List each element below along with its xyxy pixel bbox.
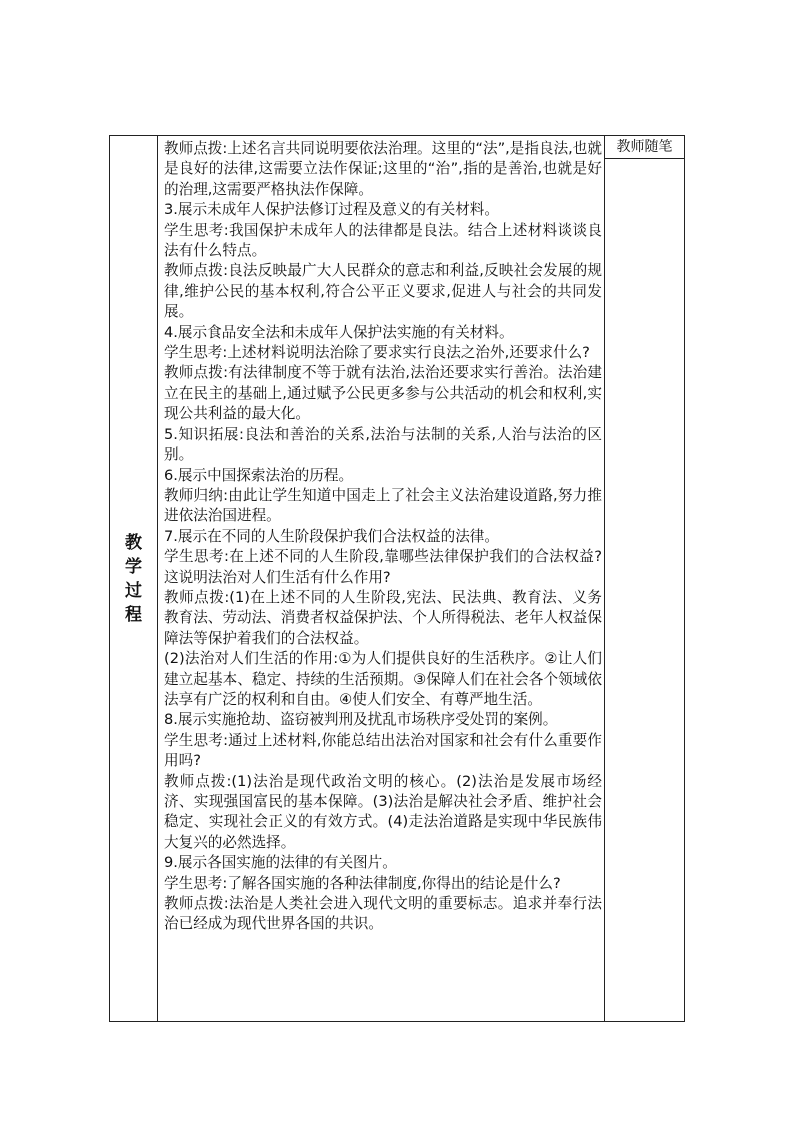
stage-label: 教学过程 [125,532,142,625]
paragraph: 9.展示各国实施的法律的有关图片。 [164,854,397,872]
paragraph: 教师点拨:良法反映最广大人民群众的意志和利益,反映社会发展的规律,维护公民的基本权利,符合公平正义要求,促进人与社会的共同发展。 [164,262,602,321]
paragraph: 教师点拨:法治是人类社会进入现代文明的重要标志。追求并奉行法治已经成为现代世界各国的共识。 [164,895,602,933]
paragraph: 7.展示在不同的人生阶段保护我们合法权益的法律。 [164,527,499,545]
paragraph: (2)法治对人们生活的作用:①为人们提供良好的生活秩序。②让人们建立起基本、稳定、持续的生活预期。③保障人们在社会各个领域依法享有广泛的权利和自由。④使人们安全、有尊严地生活。 [164,650,602,708]
paragraph: 学生思考:在上述不同的人生阶段,靠哪些法律保护我们的合法权益?这说明法治对人们生活有什么作用? [164,548,602,586]
content-cell [158,136,605,1022]
notes-cell [605,136,685,1022]
paragraph: 学生思考:了解各国实施的各种法律制度,你得出的结论是什么? [164,874,561,892]
paragraph: 教师归纳:由此让学生知道中国走上了社会主义法治建设道路,努力推进依法治国进程。 [164,486,602,525]
stage-cell [110,136,158,1022]
paragraph: 学生思考:上述材料说明法治除了要求实行良法之治外,还要求什么? [164,344,590,362]
paragraph: 3.展示未成年人保护法修订过程及意义的有关材料。 [164,201,499,219]
paragraph: 学生思考:通过上述材料,你能总结出法治对国家和社会有什么重要作用吗? [164,731,602,770]
paragraph: 4.展示食品安全法和未成年人保护法实施的有关材料。 [164,323,514,341]
paragraph: 学生思考:我国保护未成年人的法律都是良法。结合上述材料谈谈良法有什么特点。 [164,221,602,260]
lesson-plan-table [109,135,685,1022]
paragraph: 6.展示中国探索法治的历程。 [164,466,354,484]
paragraph: 教师点拨:(1)在上述不同的人生阶段,宪法、民法典、教育法、义务教育法、劳动法、消费者权益保护法、个人所得税法、老年人权益保障法等保护着我们的合法权益。 [164,588,602,647]
paragraph: 教师点拨:上述名言共同说明要依法治理。这里的“法”,是指良法,也就是良好的法律,这需要立法作保证;这里的“治”,指的是善治,也就是好的治理,这需要严格执法作保障。 [164,140,602,198]
paragraph: 教师点拨:有法律制度不等于就有法治,法治还要求实行善治。法治建立在民主的基础上,通过赋予公民更多参与公共活动的机会和权利,实现公共利益的最大化。 [164,364,602,423]
paragraph: 8.展示实施抢劫、盗窃被判刑及扰乱市场秩序受处罚的案例。 [164,711,558,729]
notes-header: 教师随笔 [605,136,684,159]
paragraph: 5.知识拓展:良法和善治的关系,法治与法制的关系,人治与法治的区别。 [164,425,602,464]
table-row [110,136,685,1022]
paragraph: 教师点拨:(1)法治是现代政治文明的核心。(2)法治是发展市场经济、实现强国富民的基本保障。(3)法治是解决社会矛盾、维护社会稳定、实现社会正义的有效方式。(4)走法治道路是实现中华民族伟大复兴的必然选择。 [164,772,602,851]
